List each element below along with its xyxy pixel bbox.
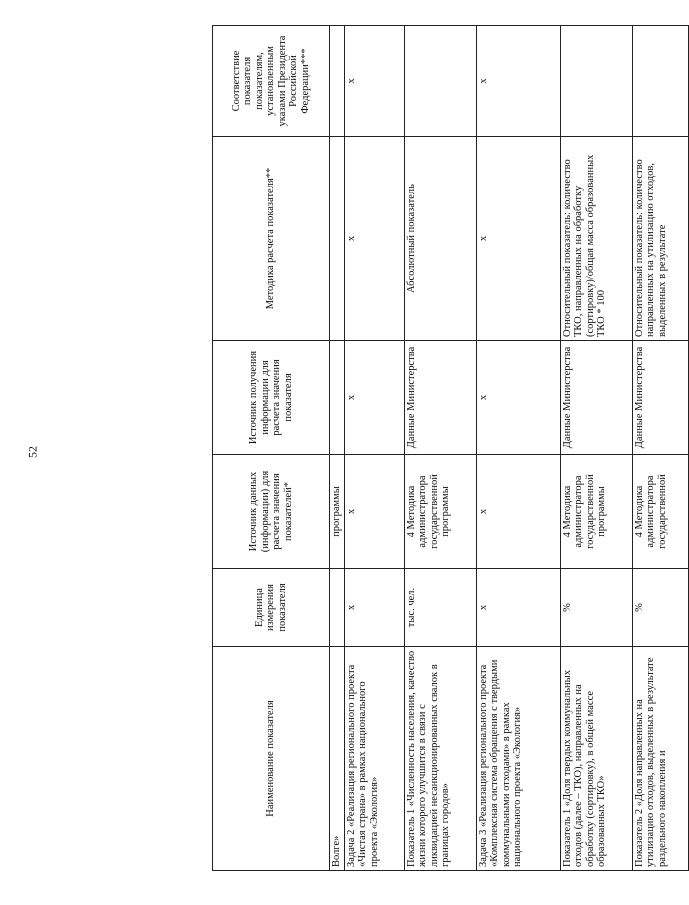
cell-method: x <box>344 137 404 341</box>
page-number: 52 <box>25 446 40 458</box>
header-data-source: Источник данных (информации) для расчета значения показателей* <box>213 455 330 569</box>
cell-unit <box>330 569 345 647</box>
cell-compliance <box>330 26 345 137</box>
table-row <box>560 26 632 871</box>
cell-compliance <box>560 26 632 137</box>
cell-method: Абсолютный показатель <box>404 137 476 341</box>
cell-name: Задача 3 «Реализация регионального проекта «Комплексная система обращения с твердыми коммунальными отходами» в рамках национального проекта «Экология» <box>476 647 560 871</box>
header-compliance: Соответствие показателя показателям, установленным указами Президента Российской Федерации*** <box>213 26 330 137</box>
cell-compliance: x <box>344 26 404 137</box>
cell-unit: тыс. чел. <box>404 569 476 647</box>
cell-info-source: Данные Министерства <box>404 341 476 455</box>
cell-data-source: программы <box>330 455 345 569</box>
table-row <box>632 26 688 871</box>
cell-info-source: x <box>476 341 560 455</box>
cell-name: Показатель 2 «Доля направленных на утилизацию отходов, выделенных в результате раздельного накопления и <box>632 647 688 871</box>
cell-name: Показатель 1 «Численность населения, качество жизни которого улучшится в связи с ликвидацией несанкционированных свалок в границах городов» <box>404 647 476 871</box>
table-row <box>330 26 345 871</box>
cell-name: Показатель 1 «Доля твердых коммунальных отходов (далее – ТКО), направленных на обработку (сортировку), в общей массе образованных ТКО» <box>560 647 632 871</box>
cell-info-source: x <box>344 341 404 455</box>
rotated-table-wrapper <box>212 26 668 871</box>
cell-method: Относительный показатель: количество ТКО, направленных на обработку (сортировку)/общая масса образованных ТКО * 100 <box>560 137 632 341</box>
cell-name: Волге» <box>330 647 345 871</box>
cell-compliance: x <box>476 26 560 137</box>
cell-method: Относительный показатель: количество направленных на утилизацию отходов, выделенных в результате <box>632 137 688 341</box>
table-row <box>404 26 476 871</box>
cell-compliance <box>632 26 688 137</box>
cell-name: Задача 2 «Реализация регионального проекта «Чистая страна» в рамках национального проекта «Экология» <box>344 647 404 871</box>
header-name: Наименование показателя <box>213 647 330 871</box>
cell-info-source: Данные Министерства <box>632 341 688 455</box>
cell-unit: x <box>476 569 560 647</box>
cell-data-source: 4 Методика администратора государственной программы <box>404 455 476 569</box>
cell-compliance <box>404 26 476 137</box>
header-info-source: Источник получения информации для расчета значения показателя <box>213 341 330 455</box>
table-header-row <box>213 26 330 871</box>
cell-unit: % <box>560 569 632 647</box>
cell-data-source: 4 Методика администратора государственной <box>632 455 688 569</box>
cell-data-source: x <box>476 455 560 569</box>
cell-data-source: x <box>344 455 404 569</box>
indicators-table <box>212 25 689 871</box>
header-unit: Единица измерения показателя <box>213 569 330 647</box>
cell-unit: x <box>344 569 404 647</box>
cell-method: x <box>476 137 560 341</box>
cell-data-source: 4 Методика администратора государственной программы <box>560 455 632 569</box>
table-row <box>344 26 404 871</box>
table-row <box>476 26 560 871</box>
cell-info-source: Данные Министерства <box>560 341 632 455</box>
cell-method <box>330 137 345 341</box>
cell-unit: % <box>632 569 688 647</box>
rotated-table-content <box>212 26 668 871</box>
cell-info-source <box>330 341 345 455</box>
header-method: Методика расчета показателя** <box>213 137 330 341</box>
